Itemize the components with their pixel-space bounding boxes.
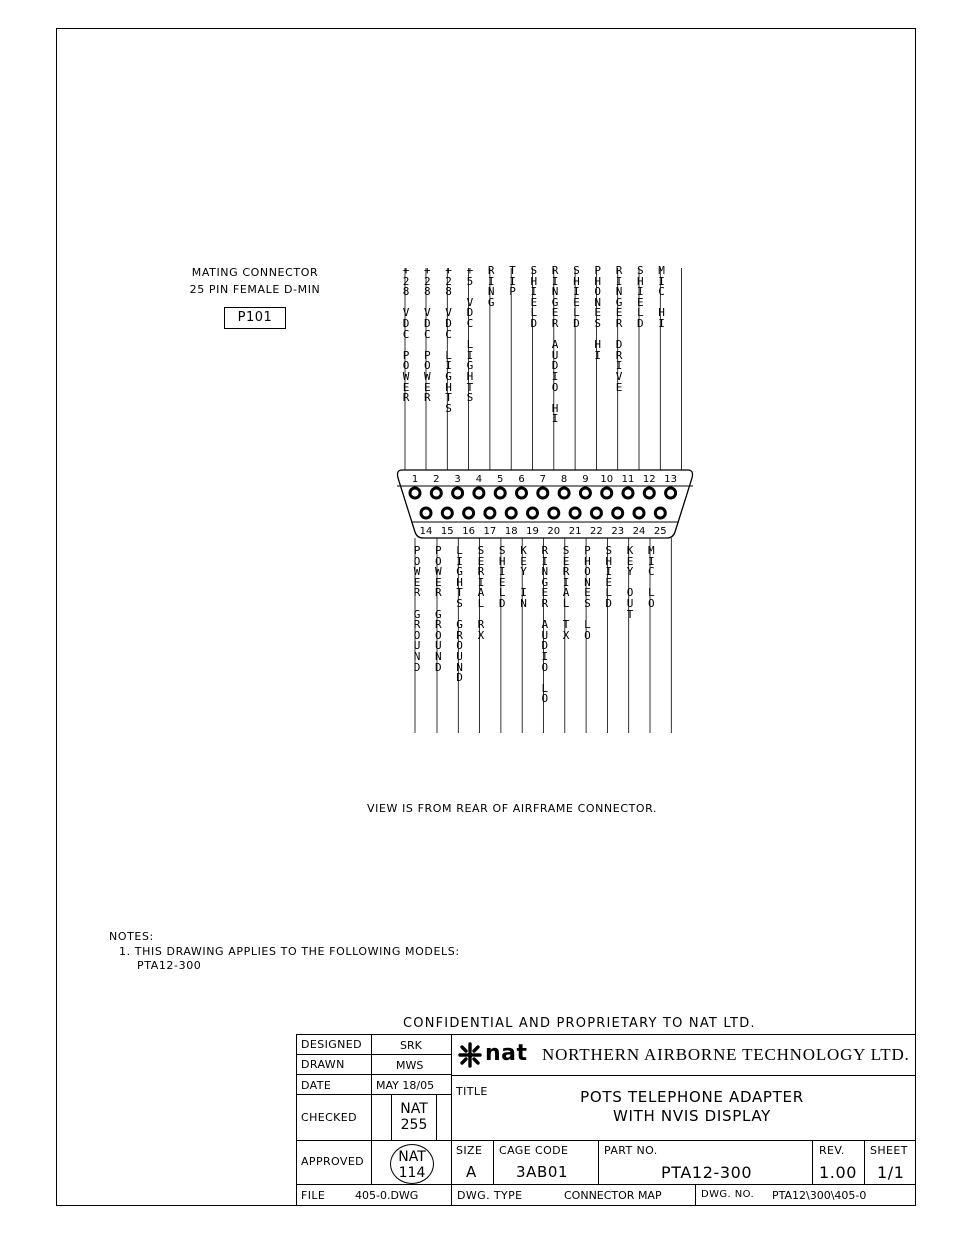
pin-socket-4 xyxy=(474,488,484,498)
pin-socket-23 xyxy=(613,508,623,518)
pin-socket-7 xyxy=(538,488,548,498)
pin-number-4: 4 xyxy=(475,474,483,485)
mating-connector-line1: MATING CONNECTOR xyxy=(191,266,319,279)
top-pin-label-9: S H I E L D xyxy=(573,264,580,330)
pin-number-15: 15 xyxy=(440,526,454,537)
pin-socket-9 xyxy=(580,488,590,498)
bottom-pin-label-23: S H I E L D xyxy=(605,544,612,610)
top-pin-label-5: R I N G xyxy=(487,264,495,309)
nat-logo-icon xyxy=(457,1041,483,1069)
nat-logo-text: nat xyxy=(485,1041,528,1066)
pin-socket-3 xyxy=(453,488,463,498)
approved-stamp-line1: NAT xyxy=(398,1149,426,1165)
pin-number-16: 16 xyxy=(462,526,475,537)
designed-label-cell xyxy=(296,1034,372,1055)
bottom-pin-label-25: M I C L O xyxy=(647,544,655,610)
top-pin-label-3: + 2 8 V D C L I G H T S xyxy=(445,264,452,415)
confidential-banner: CONFIDENTIAL AND PROPRIETARY TO NAT LTD. xyxy=(403,1016,756,1031)
title-label: TITLE xyxy=(456,1085,488,1098)
pin-number-8: 8 xyxy=(560,474,568,485)
drawn-label: DRAWN xyxy=(301,1058,345,1071)
sheet-value: 1/1 xyxy=(877,1163,905,1182)
pin-socket-19 xyxy=(528,508,538,518)
pin-number-20: 20 xyxy=(547,526,561,537)
top-pin-label-8: R I N G E R A U D I O H I xyxy=(551,264,559,426)
drawn-value-cell xyxy=(371,1054,452,1075)
pin-socket-2 xyxy=(431,488,441,498)
top-pin-label-12: S H I E L D xyxy=(636,264,644,330)
part-cell xyxy=(598,1140,813,1185)
dwg-no-label: DWG. NO. xyxy=(701,1189,755,1200)
checked-label-cell xyxy=(296,1094,372,1141)
designed-label: DESIGNED xyxy=(301,1038,363,1051)
sheet-label: SHEET xyxy=(870,1144,908,1157)
pin-number-9: 9 xyxy=(582,474,589,485)
view-note: VIEW IS FROM REAR OF AIRFRAME CONNECTOR. xyxy=(367,802,658,815)
rev-value: 1.00 xyxy=(819,1163,858,1182)
pin-number-5: 5 xyxy=(497,474,504,485)
pin-socket-21 xyxy=(570,508,580,518)
pin-socket-5 xyxy=(495,488,505,498)
pin-socket-12 xyxy=(644,488,654,498)
pin-socket-8 xyxy=(559,488,569,498)
checked-stamp-cell xyxy=(371,1094,452,1141)
size-label: SIZE xyxy=(456,1144,483,1157)
cage-cell xyxy=(493,1140,599,1185)
date-label: DATE xyxy=(301,1079,332,1092)
approved-label: APPROVED xyxy=(301,1155,365,1168)
bottom-pin-label-19: K E Y I N xyxy=(520,544,527,610)
pin-number-11: 11 xyxy=(621,474,635,485)
pin-socket-16 xyxy=(464,508,474,518)
cage-value: 3AB01 xyxy=(516,1163,569,1181)
pin-socket-14 xyxy=(421,508,431,518)
rev-cell xyxy=(812,1140,865,1185)
pin-number-23: 23 xyxy=(611,526,625,537)
sheet-cell xyxy=(864,1140,916,1185)
approved-stamp-line2: 114 xyxy=(398,1165,426,1181)
top-pin-label-2: + 2 8 V D C P O W E R xyxy=(423,264,431,405)
pin-number-7: 7 xyxy=(539,474,546,485)
designed-value-cell xyxy=(371,1034,452,1055)
date-value-cell xyxy=(371,1074,452,1095)
approved-label-cell xyxy=(296,1140,372,1185)
pin-number-14: 14 xyxy=(419,526,433,537)
top-pin-label-11: R I N G E R D R I V E xyxy=(615,264,623,394)
pin-socket-20 xyxy=(549,508,559,518)
drawn-value: MWS xyxy=(396,1059,424,1072)
drawing-title-line1: POTS TELEPHONE ADAPTER xyxy=(580,1088,804,1106)
pin-socket-17 xyxy=(485,508,495,518)
notes-item-1-model: PTA12-300 xyxy=(137,959,202,972)
pin-socket-15 xyxy=(442,508,452,518)
pin-socket-6 xyxy=(517,488,527,498)
bottom-pin-label-24: K E Y O U T xyxy=(626,544,634,621)
pin-socket-25 xyxy=(655,508,665,518)
dwg-no-cell xyxy=(695,1184,916,1206)
dwg-type-cell xyxy=(451,1184,696,1206)
company-cell xyxy=(451,1034,916,1076)
company-name: NORTHERN AIRBORNE TECHNOLOGY LTD. xyxy=(542,1045,910,1064)
top-pin-label-4: + 5 V D C L I G H T S xyxy=(466,264,474,405)
checked-label: CHECKED xyxy=(301,1111,358,1124)
pin-socket-13 xyxy=(666,488,676,498)
part-value: PTA12-300 xyxy=(661,1163,753,1182)
pin-socket-11 xyxy=(623,488,633,498)
connector-ref-box: P101 xyxy=(224,307,286,329)
mating-connector-line2: 25 PIN FEMALE D-MIN xyxy=(189,283,321,296)
date-value: MAY 18/05 xyxy=(376,1079,435,1092)
file-label: FILE xyxy=(301,1189,326,1202)
designed-value: SRK xyxy=(400,1039,422,1052)
bottom-pin-label-15: P O W E R G R O U N D xyxy=(434,544,442,674)
top-pin-label-7: S H I E L D xyxy=(530,264,538,330)
size-value: A xyxy=(466,1163,477,1181)
drawing-title-line2: WITH NVIS DISPLAY xyxy=(612,1107,772,1125)
pin-number-12: 12 xyxy=(642,474,656,485)
approved-stamp-cell xyxy=(371,1140,452,1185)
title-cell xyxy=(451,1075,916,1141)
dwg-type-value: CONNECTOR MAP xyxy=(564,1189,662,1202)
bottom-pin-label-14: P O W E R G R O U N D xyxy=(413,544,421,674)
part-label: PART NO. xyxy=(604,1144,658,1157)
pin-number-24: 24 xyxy=(632,526,646,537)
pin-numbers xyxy=(412,474,677,537)
title-block xyxy=(296,1034,916,1206)
pin-number-19: 19 xyxy=(526,526,539,537)
pin-number-18: 18 xyxy=(504,526,518,537)
notes-heading: NOTES: xyxy=(109,930,154,943)
pin-number-21: 21 xyxy=(568,526,582,537)
file-cell xyxy=(296,1184,452,1206)
file-value: 405-0.DWG xyxy=(355,1189,419,1202)
dwg-type-label: DWG. TYPE xyxy=(457,1189,523,1202)
checked-stamp-line2: 255 xyxy=(400,1117,428,1133)
pin-socket-10 xyxy=(602,488,612,498)
checked-stamp xyxy=(391,1094,437,1141)
pin-socket-24 xyxy=(634,508,644,518)
top-pin-label-13: M I C H I xyxy=(658,264,665,330)
pin-sockets xyxy=(410,488,676,518)
top-pin-label-1: + 2 8 V D C P O W E R xyxy=(402,264,410,405)
pin-number-22: 22 xyxy=(590,526,603,537)
dwg-no-value: PTA12\300\405-0 xyxy=(772,1189,867,1202)
top-pin-label-6: T I P xyxy=(509,264,516,299)
bottom-pin-label-22: P H O N E S L O xyxy=(584,544,591,642)
pin-number-3: 3 xyxy=(454,474,461,485)
pin-number-17: 17 xyxy=(483,526,497,537)
top-pin-label-10: P H O N E S H I xyxy=(594,264,601,362)
drawn-label-cell xyxy=(296,1054,372,1075)
checked-stamp-line1: NAT xyxy=(400,1101,428,1117)
bottom-pin-label-18: S H I E L D xyxy=(498,544,506,610)
drawing-title xyxy=(512,1088,872,1126)
bottom-pin-label-17: S E R I A L R X xyxy=(477,544,485,642)
approved-stamp xyxy=(390,1144,434,1184)
date-label-cell xyxy=(296,1074,372,1095)
pin-number-10: 10 xyxy=(600,474,614,485)
pin-socket-1 xyxy=(410,488,420,498)
bottom-pin-label-16: L I G H T S G R O U N D xyxy=(456,544,463,685)
bottom-pin-label-21: S E R I A L T X xyxy=(562,544,570,642)
pin-number-25: 25 xyxy=(653,526,667,537)
notes-item-1: 1. THIS DRAWING APPLIES TO THE FOLLOWING MODELS: xyxy=(119,944,460,958)
size-cell xyxy=(451,1140,494,1185)
bottom-pin-label-20: R I N G E R A U D I O L O xyxy=(541,544,549,706)
cage-label: CAGE CODE xyxy=(499,1144,569,1157)
rev-label: REV. xyxy=(819,1144,845,1157)
pin-number-1: 1 xyxy=(411,474,419,485)
pin-number-13: 13 xyxy=(664,474,677,485)
pin-socket-22 xyxy=(591,508,601,518)
pin-socket-18 xyxy=(506,508,516,518)
pin-number-2: 2 xyxy=(433,474,440,485)
notes xyxy=(109,930,460,974)
pin-number-6: 6 xyxy=(518,474,525,485)
